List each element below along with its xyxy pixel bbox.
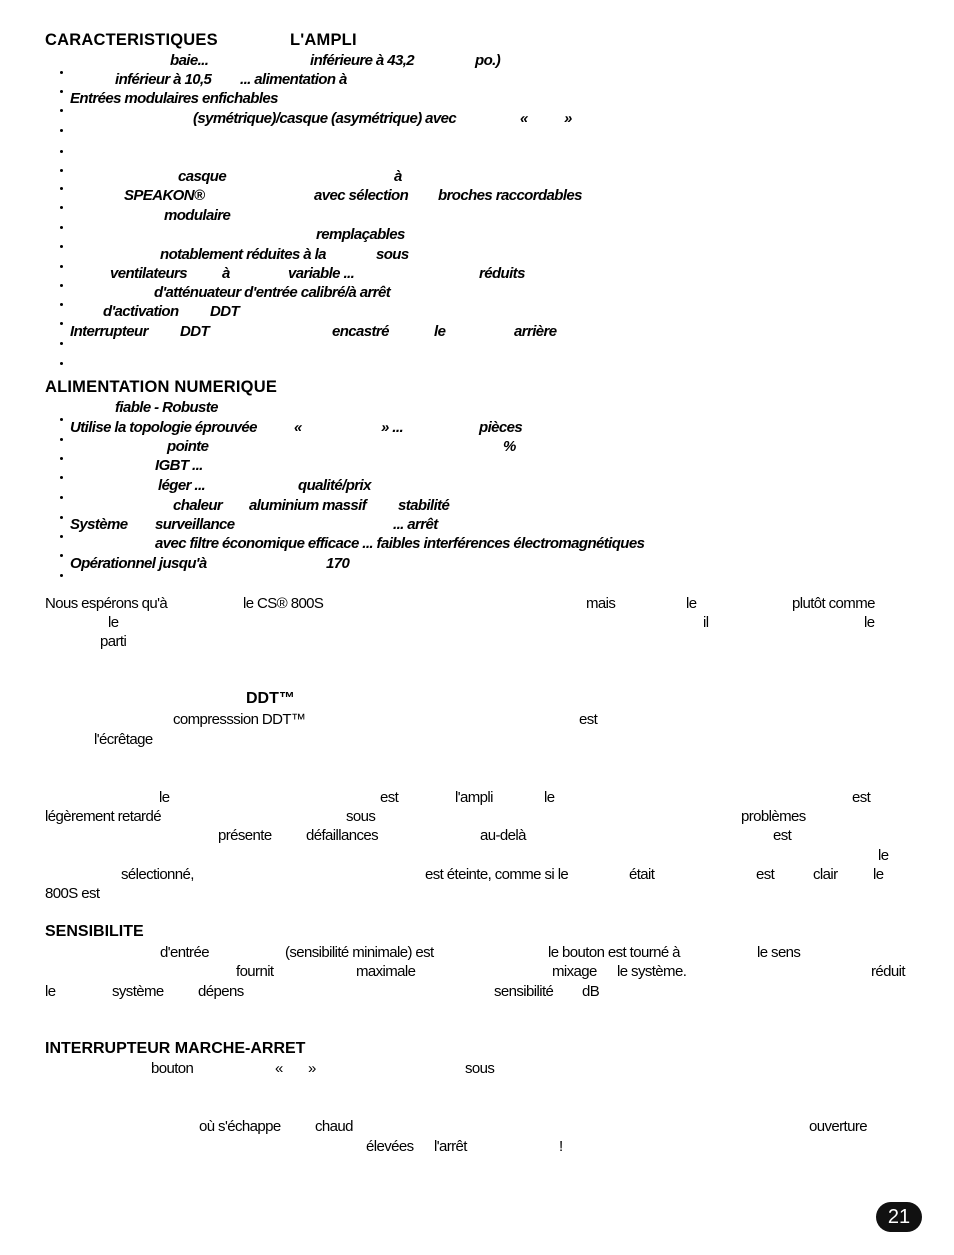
text-fragment: le sens [757, 944, 801, 961]
text-fragment: chaud [315, 1118, 353, 1135]
list-item-text: Interrupteur [70, 323, 148, 340]
list-item-text: remplaçables [316, 226, 405, 243]
list-item-text: ... alimentation à [240, 71, 347, 88]
list-item-text: avec filtre économique efficace ... faibles interférences électromagnétiques [155, 535, 645, 552]
text-fragment: le [864, 614, 875, 631]
text-fragment: compresssion DDT™ [173, 711, 306, 728]
text-fragment: sélectionné, [121, 866, 194, 883]
page-number: 21 [876, 1202, 922, 1232]
list-item-text: d'activation [103, 303, 179, 320]
text-fragment: le [108, 614, 119, 631]
text-fragment: « [275, 1060, 283, 1077]
bullet-icon [60, 516, 63, 519]
list-item-text: « [294, 419, 302, 436]
list-item-text: encastré [332, 323, 389, 340]
bullet-icon [60, 109, 63, 112]
text-fragment: sous [465, 1060, 495, 1077]
text-fragment: (sensibilité minimale) est [285, 944, 434, 961]
list-item-text: (symétrique)/casque (asymétrique) avec [193, 110, 457, 127]
list-item-text: modulaire [164, 207, 231, 224]
list-item-text: IGBT ... [155, 457, 203, 474]
bullet-icon [60, 496, 63, 499]
list-item-text: ventilateurs [110, 265, 187, 282]
list-item-text: 170 [326, 555, 350, 572]
text-fragment: le [686, 595, 697, 612]
text-fragment: le bouton est tourné à [548, 944, 680, 961]
list-item-text: à [222, 265, 230, 282]
list-item-text: DDT [210, 303, 240, 320]
text-fragment: sensibilité [494, 983, 554, 1000]
bullet-icon [60, 150, 63, 153]
bullet-icon [60, 206, 63, 209]
bullet-icon [60, 187, 63, 190]
list-item-text: Opérationnel jusqu'à [70, 555, 207, 572]
text-fragment: au-delà [480, 827, 526, 844]
text-fragment: le [45, 983, 56, 1000]
list-item-text: stabilité [398, 497, 450, 514]
text-fragment: le [878, 847, 889, 864]
list-item-text: Utilise la topologie éprouvée [70, 419, 257, 436]
list-item-text: sous [376, 246, 409, 263]
text-fragment: d'entrée [160, 944, 209, 961]
text-fragment: 800S est [45, 885, 100, 902]
list-item-text: léger ... [158, 477, 206, 494]
text-fragment: parti [100, 633, 127, 650]
list-item-text: surveillance [155, 516, 235, 533]
text-fragment: l'écrêtage [94, 731, 153, 748]
text-fragment: mixage [552, 963, 597, 980]
bullet-icon [60, 342, 63, 345]
list-item-text: notablement réduites à la [160, 246, 326, 263]
list-item-text: » ... [381, 419, 404, 436]
list-item-text: d'atténuateur d'entrée calibré/à arrêt [154, 284, 391, 301]
text-fragment: est éteinte, comme si le [425, 866, 569, 883]
bullet-icon [60, 535, 63, 538]
bullet-icon [60, 265, 63, 268]
text-fragment: il [703, 614, 709, 631]
text-fragment: est [380, 789, 399, 806]
heading-alimentation: ALIMENTATION NUMERIQUE [45, 378, 278, 396]
list-item-text: pointe [167, 438, 209, 455]
text-fragment: le [873, 866, 884, 883]
text-fragment: problèmes [741, 808, 806, 825]
list-item-text: « [520, 110, 528, 127]
bullet-icon [60, 476, 63, 479]
text-fragment: l'ampli [455, 789, 493, 806]
text-fragment: l'arrêt [434, 1138, 467, 1155]
list-item-text: » [564, 110, 572, 127]
heading-ddt: DDT™ [246, 690, 295, 707]
heading-ampli: L'AMPLI [290, 31, 357, 49]
text-fragment: Nous espérons qu'à [45, 595, 168, 612]
list-item-text: le [434, 323, 446, 340]
bullet-icon [60, 169, 63, 172]
heading-interrupteur: INTERRUPTEUR MARCHE-ARRET [45, 1040, 306, 1057]
text-fragment: est [756, 866, 775, 883]
text-fragment: légèrement retardé [45, 808, 161, 825]
list-item-text: à [394, 168, 402, 185]
list-item-text: DDT [180, 323, 210, 340]
text-fragment: dB [582, 983, 600, 1000]
list-item-text: baie... [170, 52, 209, 69]
text-fragment: réduit [871, 963, 905, 980]
text-fragment: le [159, 789, 170, 806]
list-item-text: inférieur à 10,5 [115, 71, 212, 88]
bullet-icon [60, 554, 63, 557]
text-fragment: bouton [151, 1060, 194, 1077]
text-fragment: le système. [617, 963, 687, 980]
bullet-icon [60, 362, 63, 365]
text-fragment: système [112, 983, 164, 1000]
text-fragment: ouverture [809, 1118, 867, 1135]
list-item-text: pièces [479, 419, 523, 436]
text-fragment: dépens [198, 983, 244, 1000]
text-fragment: maximale [356, 963, 416, 980]
list-item-text: variable ... [288, 265, 355, 282]
list-item-text: fiable - Robuste [115, 399, 218, 416]
text-fragment: sous [346, 808, 376, 825]
list-item-text: casque [178, 168, 227, 185]
text-fragment: élevées [366, 1138, 414, 1155]
bullet-icon [60, 438, 63, 441]
bullet-icon [60, 574, 63, 577]
list-item-text: % [503, 438, 516, 455]
list-item-text: ... arrêt [393, 516, 438, 533]
text-fragment: fournit [236, 963, 274, 980]
list-item-text: broches raccordables [438, 187, 582, 204]
bullet-icon [60, 457, 63, 460]
text-fragment: le [544, 789, 555, 806]
text-fragment: où s'échappe [199, 1118, 281, 1135]
bullet-icon [60, 71, 63, 74]
list-item-text: chaleur [173, 497, 223, 514]
text-fragment: mais [586, 595, 616, 612]
list-item-text: arrière [514, 323, 557, 340]
bullet-icon [60, 245, 63, 248]
bullet-icon [60, 322, 63, 325]
bullet-icon [60, 418, 63, 421]
text-fragment: clair [813, 866, 838, 883]
list-item-text: inférieure à 43,2 [310, 52, 415, 69]
list-item-text: Système [70, 516, 128, 533]
text-fragment: est [852, 789, 871, 806]
text-fragment: défaillances [306, 827, 379, 844]
bullet-icon [60, 90, 63, 93]
text-fragment: est [773, 827, 792, 844]
list-item-text: réduits [479, 265, 525, 282]
list-item-text: po.) [475, 52, 501, 69]
list-item-text: SPEAKON® [124, 187, 205, 204]
list-item-text: Entrées modulaires enfichables [70, 90, 278, 107]
bullet-icon [60, 226, 63, 229]
list-item-text: aluminium massif [249, 497, 367, 514]
heading-caracteristiques: CARACTERISTIQUES [45, 31, 218, 49]
text-fragment: » [308, 1060, 316, 1077]
bullet-icon [60, 129, 63, 132]
bullet-icon [60, 284, 63, 287]
bullet-icon [60, 303, 63, 306]
list-item-text: qualité/prix [298, 477, 371, 494]
text-fragment: ! [559, 1138, 563, 1155]
text-fragment: plutôt comme [792, 595, 875, 612]
text-fragment: était [629, 866, 655, 883]
text-fragment: présente [218, 827, 272, 844]
text-fragment: le CS® 800S [243, 595, 324, 612]
text-fragment: est [579, 711, 598, 728]
list-item-text: avec sélection [314, 187, 409, 204]
heading-sensibilite: SENSIBILITE [45, 923, 144, 940]
